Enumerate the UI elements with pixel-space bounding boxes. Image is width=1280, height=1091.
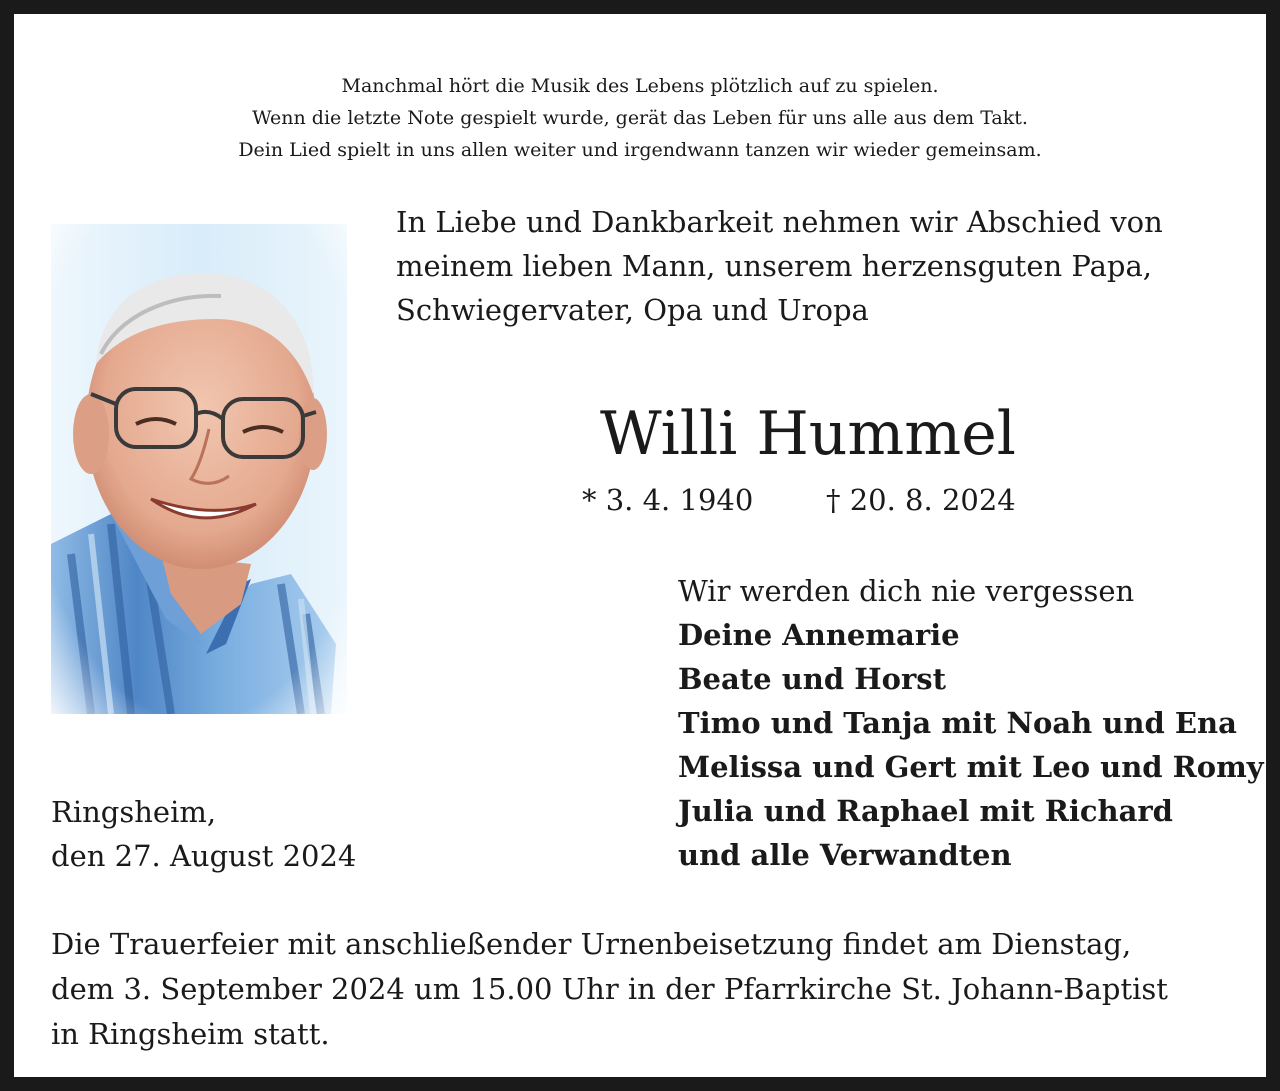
motto-verse [14,70,1266,166]
mourner-name: Timo und Tanja mit Noah und Ena [678,706,1237,740]
mourners-list [678,569,1264,877]
mourner-name: Deine Annemarie [678,618,960,652]
obituary-notice [14,14,1266,1077]
mourner-name: und alle Verwandten [678,838,1012,872]
intro-line: meinem lieben Mann, unserem herzensguten Papa, [396,249,1152,283]
place-date: den 27. August 2024 [51,839,357,873]
death-date: † 20. 8. 2024 [826,483,1016,517]
intro-line: Schwiegervater, Opa und Uropa [396,293,869,327]
motto-line: Manchmal hört die Musik des Lebens plötzlich auf zu spielen. [341,75,939,97]
portrait-photo [51,224,347,714]
place-town: Ringsheim, [51,795,217,829]
birth-date: * 3. 4. 1940 [582,483,754,517]
motto-line: Wenn die letzte Note gespielt wurde, gerät das Leben für uns alle aus dem Takt. [252,107,1028,129]
deceased-name: Willi Hummel [600,399,1016,469]
place-and-date [51,790,356,878]
service-line: in Ringsheim statt. [51,1017,330,1051]
service-line: dem 3. September 2024 um 15.00 Uhr in der Pfarrkirche St. Johann-Baptist [51,972,1168,1006]
mourner-name: Melissa und Gert mit Leo und Romy [678,750,1264,784]
mourner-name: Beate und Horst [678,662,946,696]
life-dates [582,480,1016,520]
service-line: Die Trauerfeier mit anschließender Urnenbeisetzung findet am Dienstag, [51,927,1132,961]
intro-text [396,200,1256,332]
closing-line: Wir werden dich nie vergessen [678,574,1135,608]
mourner-name: Julia und Raphael mit Richard [678,794,1173,828]
funeral-service-info [51,922,1231,1057]
motto-line: Dein Lied spielt in uns allen weiter und irgendwann tanzen wir wieder gemeinsam. [238,139,1042,161]
intro-line: In Liebe und Dankbarkeit nehmen wir Abschied von [396,205,1163,239]
